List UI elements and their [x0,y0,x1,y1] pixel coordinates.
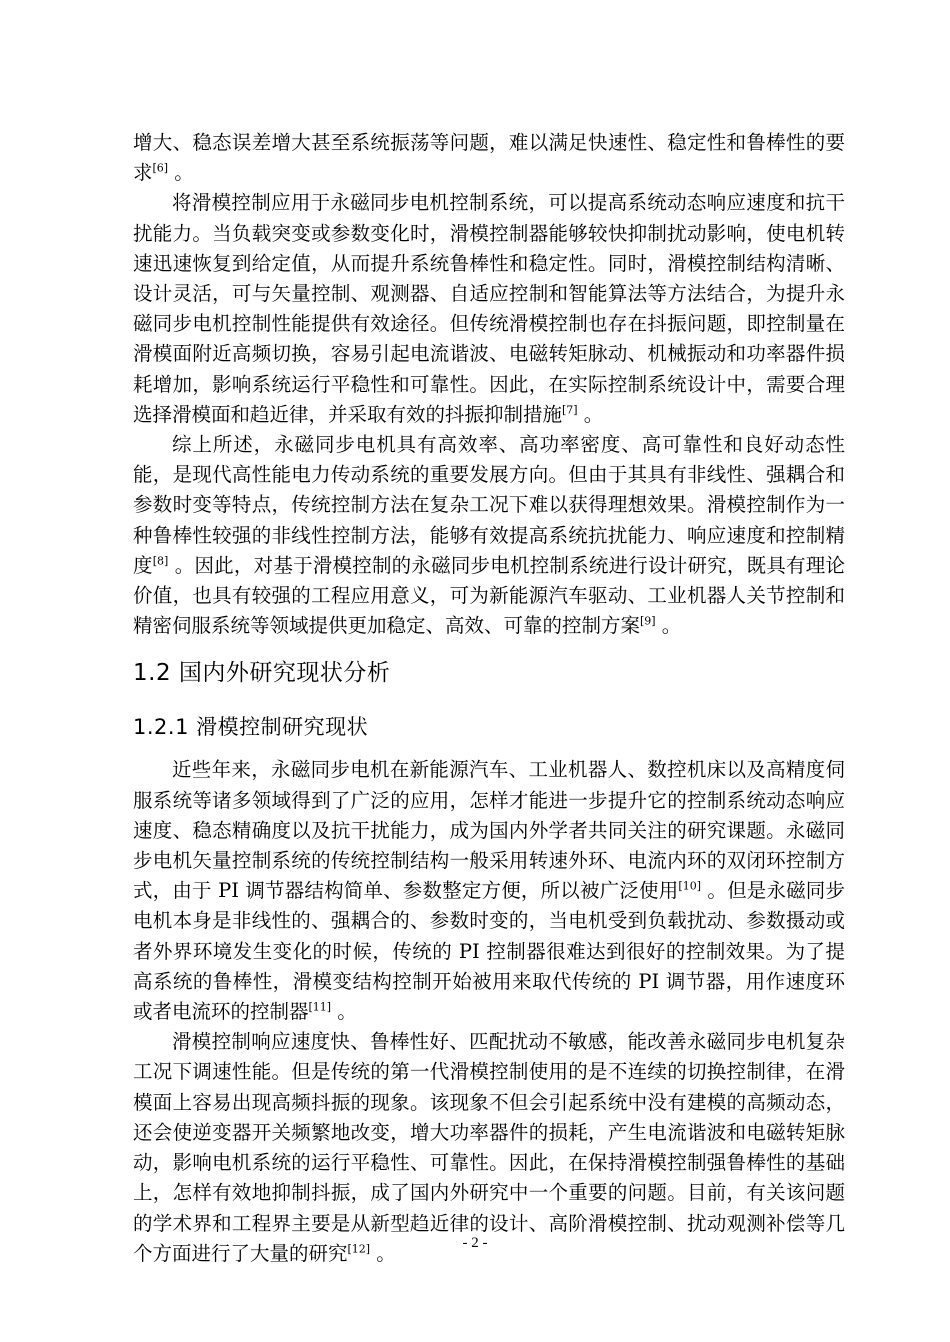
paragraph-text: 。但是永磁同步电机本身是非线性的、强耦合的、参数时变的，当电机受到负载扰动、参数摄动或者外界环境发生变化的时候，传统的 PI 控制器很难达到很好的控制效果。为了提高系统的鲁棒性，滑模变结构控制开始被用来取代传统的 PI 调节器，用作速度环或者电流环的控制器 [133,879,845,1024]
citation-ref: [12] [347,1242,371,1256]
paragraph-3 [133,430,845,641]
page-content [133,128,845,1269]
paragraph-text: 。 [331,1000,357,1024]
paragraph-2 [133,188,845,430]
paragraph-text: 将滑模控制应用于永磁同步电机控制系统，可以提高系统动态响应速度和抗干扰能力。当负载突变或参数变化时，滑模控制器能够较快抑制扰动影响，使电机转速迅速恢复到给定值，从而提升系统鲁棒性和稳定性。同时，滑模控制结构清晰、设计灵活，可与矢量控制、观测器、自适应控制和智能算法等方法结合，为提升永磁同步电机控制性能提供有效途径。但传统滑模控制也存在抖振问题，即控制量在滑模面附近高频切换，容易引起电流谐波、电磁转矩脉动、机械振动和功率器件损耗增加，影响系统运行平稳性和可靠性。因此，在实际控制系统设计中，需要合理选择滑模面和趋近律，并采取有效的抖振抑制措施 [133,191,845,426]
paragraph-1 [133,128,845,188]
paragraph-text: 增大、稳态误差增大甚至系统振荡等问题，难以满足快速性、稳定性和鲁棒性的要求 [133,131,845,185]
paragraph-text: 。 [168,161,194,185]
citation-ref: [7] [562,403,578,417]
paragraph-text: 。 [655,614,682,638]
paragraph-text: 滑模控制响应速度快、鲁棒性好、匹配扰动不敏感，能改善永磁同步电机复杂工况下调速性能。但是传统的第一代滑模控制使用的是不连续的切换控制律，在滑模面上容易出现高频抖振的现象。该现象不但会引起系统中没有建模的高频动态，还会使逆变器开关频繁地改变，增大功率器件的损耗，产生电流谐波和电磁转矩脉动，影响电机系统的运行平稳性、可靠性。因此，在保持滑模控制强鲁棒性的基础上，怎样有效地抑制抖振，成了国内外研究中一个重要的问题。目前，有关该问题的学术界和工程界主要是从新型趋近律的设计、高阶滑模控制、扰动观测补偿等几个方面进行了大量的研究 [133,1030,845,1265]
paragraph-5 [133,1027,845,1269]
subsection-heading: 1.2.1 滑模控制研究现状 [133,715,369,740]
citation-ref: [10] [678,879,701,893]
page-number: - 2 - [462,1235,488,1251]
citation-ref: [8] [152,554,169,568]
section-heading: 1.2 国内外研究现状分析 [133,660,391,687]
citation-ref: [6] [152,161,169,175]
citation-ref: [11] [308,1000,332,1014]
paragraph-text: 近些年来，永磁同步电机在新能源汽车、工业机器人、数控机床以及高精度伺服系统等诸多领域得到了广泛的应用，怎样才能进一步提升它的控制系统动态响应速度、稳态精确度以及抗干扰能力，成为国内外学者共同关注的研究课题。永磁同步电机矢量控制系统的传统控制结构一般采用转速外环、电流内环的双闭环控制方式，由于 PI 调节器结构简单、参数整定方便，所以被广泛使用 [133,758,845,903]
paragraph-text: 综上所述，永磁同步电机具有高效率、高功率密度、高可靠性和良好动态性能，是现代高性能电力传动系统的重要发展方向。但由于其具有非线性、强耦合和参数时变等特点，传统控制方法在复杂工况下难以获得理想效果。滑模控制作为一种鲁棒性较强的非线性控制方法，能够有效提高系统抗扰能力、响应速度和控制精度 [133,433,845,577]
paragraph-text: 。 [577,402,604,426]
paragraph-text: 。因此，对基于滑模控制的永磁同步电机控制系统进行设计研究，既具有理论价值，也具有较强的工程应用意义，可为新能源汽车驱动、工业机器人关节控制和精密伺服系统等领域提供更加稳定、高效、可靠的控制方案 [133,553,845,638]
paragraph-text: 。 [370,1241,396,1265]
citation-ref: [9] [640,614,656,628]
paragraph-4 [133,755,845,1027]
